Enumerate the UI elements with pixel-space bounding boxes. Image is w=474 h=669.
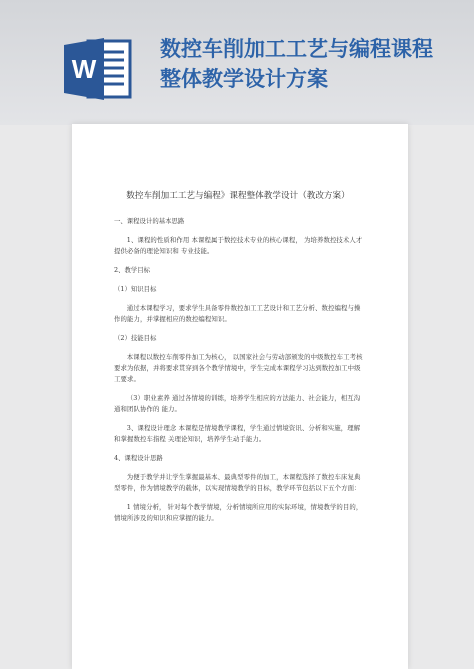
banner — [0, 0, 474, 125]
banner-title-line-2: 整体教学设计方案 — [160, 67, 328, 91]
paragraph: 1、课程的性质和作用 本课程属于数控技术专业的核心课程， 为培养数控技术人才提供必备的理论知识和 专业技能。 — [114, 236, 363, 255]
document-content — [114, 216, 364, 524]
word-document-icon — [62, 36, 134, 102]
paragraph: 通过本课程学习，要求学生具备零件数控加工工艺设计和工艺分析、数控编程与操 作的能力，并掌握相应的数控编程知识。 — [114, 304, 361, 323]
banner-title — [160, 34, 460, 94]
paragraph: 本课程以数控车削零件加工为核心， 以国家社会与劳动部颁发的中级数控车工考核 要求为依据，并将要求贯穿到各个教学情境中，学生完成本课程学习达到数控加工中级 工要求。 — [114, 353, 363, 383]
section-heading: （1）知识目标 — [114, 285, 157, 293]
word-icon-letter: W — [71, 54, 97, 84]
paragraph: （3）职业素养 通过各情境的训练，培养学生相应的方法能力、社会能力，相互沟通和团队协作的 能力。 — [114, 394, 361, 413]
section-heading: 2、教学目标 — [114, 266, 151, 274]
section-heading: 4、课程设计思路 — [114, 454, 163, 462]
section-heading: （2）技能目标 — [114, 334, 157, 342]
document-body — [114, 190, 364, 532]
document-title: 数控车削加工工艺与编程》课程整体教学设计（教改方案） — [126, 191, 350, 201]
paragraph: 3、课程设计理念 本课程是情境教学课程，学生通过情境资讯、分析和实施，理解和掌握数控车指程 关理论知识，培养学生动手能力。 — [114, 424, 361, 443]
banner-title-line-1: 数控车削加工工艺与编程课程 — [160, 37, 433, 61]
paragraph: 为便于教学并让学生掌握最基本、最典型零件的加工，本课程选择了数控车床复典 型零件，作为情境教学的载体，以实现情境教学的目标，教学环节包括以下五个方面： — [114, 473, 361, 492]
section-heading: 一、课程设计的基本思路 — [114, 217, 185, 225]
paragraph: 1 情境分析， 针对每个教学情境，分析情境所应用的实际环境，情境教学的目的， 情境所涉及的知识和应掌握的能力。 — [114, 503, 363, 522]
